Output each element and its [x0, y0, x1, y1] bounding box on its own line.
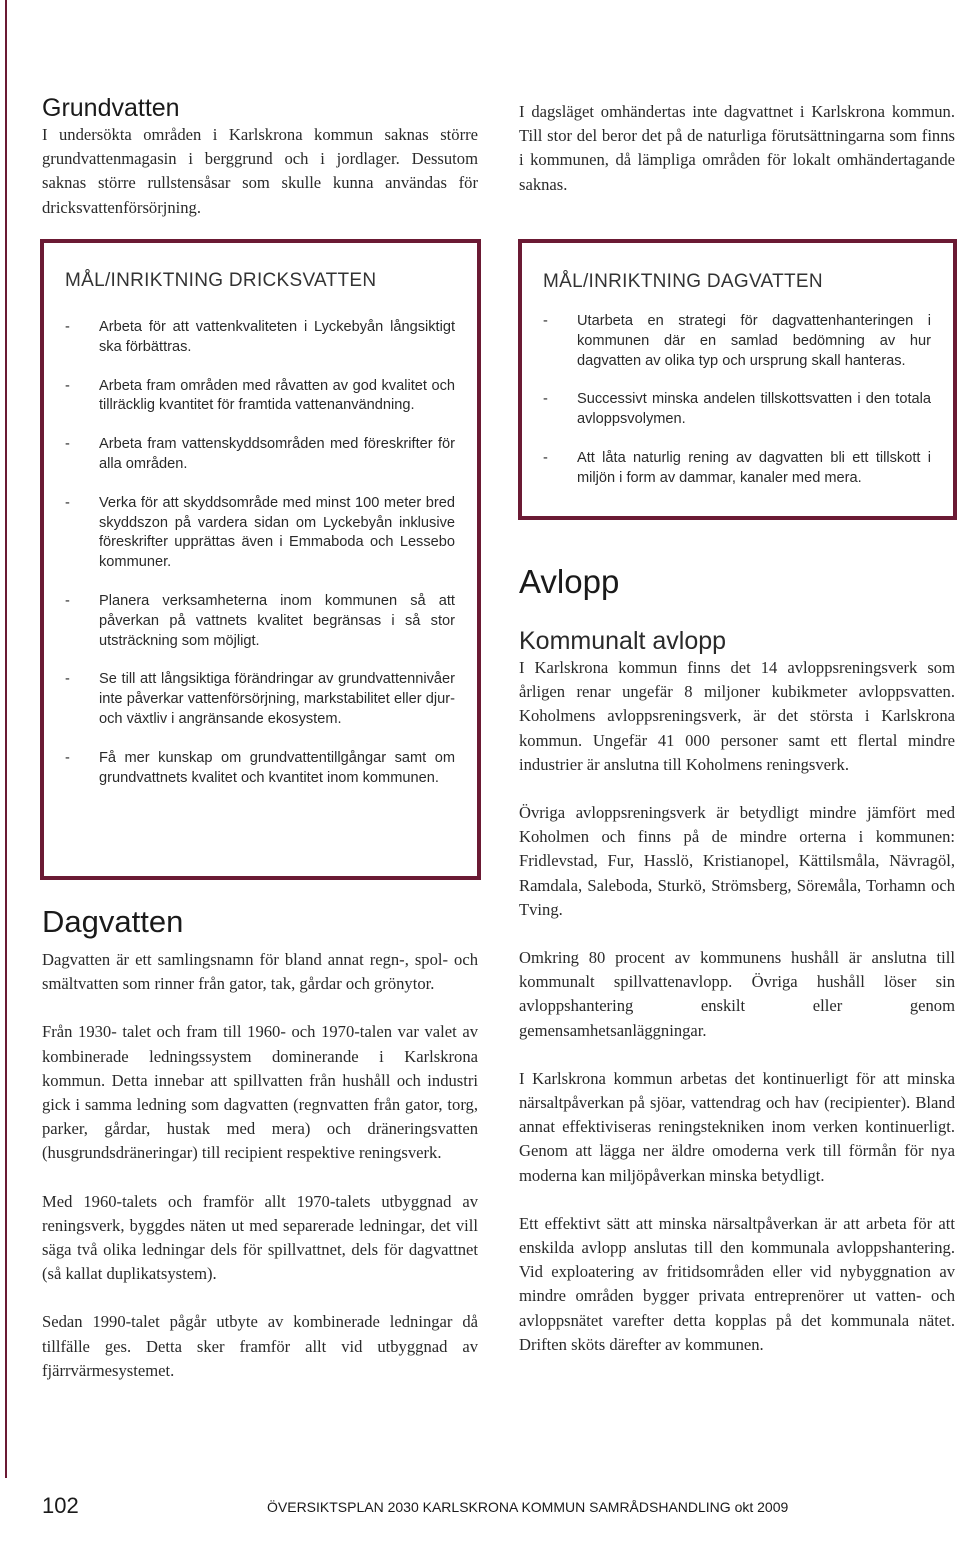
list-item: - Successivt minska andelen tillskottsvatten i den totala avloppsvolymen. — [543, 390, 931, 430]
list-item: - Få mer kunskap om grundvattentillgångar samt om grundvattnets kvalitet och kvantitet inom kommunen. — [65, 749, 455, 789]
dagvatten-goals-list — [543, 312, 931, 489]
list-item: - Verka för att skyddsområde med minst 100 meter bred skyddszon på vardera sidan om Lyckebyån inklusive föreskrifter upprättas även i Emmaboda och Lessebo kommuner. — [65, 494, 455, 573]
list-item: - Se till att långsiktiga förändringar av grundvattennivåer inte påverkar vattenförsörjning, markstabilitet eller djur- och växtliv i angränsande ekosystem. — [65, 670, 455, 729]
avlopp-paragraph: Ett effektivt sätt att minska närsaltpåverkan är att arbeta för att enskilda avlopp anslutas till den kommunala avloppshantering. Vid exploatering av fritidsområden eller vid nybyggnation av mindre områden bygger privata entreprenörer ut vatten- och avloppsnätet varefter detta kopplas på det kommunala nätet. Driften sköts därefter av kommunen. — [519, 1213, 955, 1354]
avlopp-paragraph: Övriga avloppsreningsverk är betydligt mindre jämfört med Koholmen och finns på de mindre orterna i kommunen: Fridlevstad, Fur, Hasslö, Kristianopel, Kättilsmåla, Nävragöl, Ramdala, Saleboda, Sturkö, Strömsberg, Sörемåla, Torhamn och Tving. — [519, 803, 955, 919]
list-item: - Utarbeta en strategi för dagvattenhanteringen i kommunen där en samlad bedömning av hur dagvatten av olika typ och ursprung skall hanteras. — [543, 312, 931, 371]
grundvatten-section — [42, 93, 478, 220]
dagvatten-goals-title: MÅL/INRIKTNING DAGVATTEN — [543, 271, 823, 292]
grundvatten-heading: Grundvatten — [42, 94, 180, 122]
dagvatten-intro-text: I dagsläget omhändertas inte dagvattnet i Karlskrona kommun. Till stor del beror det på de naturliga förutsättningarna som finns i kommunen, då lämpliga områden för lokalt omhändertagande saknas. — [519, 102, 955, 194]
page-number: 102 — [42, 1493, 79, 1518]
dagvatten-heading: Dagvatten — [42, 904, 184, 939]
list-item: - Arbeta fram vattenskyddsområden med föreskrifter för alla områden. — [65, 435, 455, 475]
dricksvatten-goals-list — [65, 318, 455, 788]
dricksvatten-goals-title: MÅL/INRIKTNING DRICKSVATTEN — [65, 270, 377, 291]
kommunalt-avlopp-heading: Kommunalt avlopp — [519, 627, 727, 655]
dagvatten-section — [42, 903, 478, 1383]
dagvatten-paragraph: Dagvatten är ett samlingsnamn för bland annat regn-, spol- och smältvatten som rinner från gator, tak, gårdar och grönytor. — [42, 950, 478, 994]
grundvatten-text: I undersökta områden i Karlskrona kommun saknas större grundvattenmagasin i berggrund och i jordlager. Dessutom saknas större rullstensåsar som skulle kunna användas för dricksvattenförsörjning. — [42, 125, 478, 217]
list-item: - Arbeta för att vattenkvaliteten i Lyckebyån långsiktigt ska förbättras. — [65, 318, 455, 358]
footer-title: ÖVERSIKTSPLAN 2030 KARLSKRONA KOMMUN SAMRÅDSHANDLING okt 2009 — [267, 1499, 789, 1515]
avlopp-section — [519, 562, 955, 1357]
avlopp-paragraph: Omkring 80 procent av kommunens hushåll är anslutna till kommunalt spillvattenavlopp. Övriga hushåll löser sin avloppshantering enskilt eller genom gemensamhetsanläggningar. — [519, 948, 955, 1040]
list-item: - Arbeta fram områden med råvatten av god kvalitet och tillräcklig kvantitet för framtida vattenanvändning. — [65, 377, 455, 417]
list-item: - Planera verksamheterna inom kommunen så att påverkan på vattnets kvalitet begränsas i så stor utsträckning som möjligt. — [65, 592, 455, 651]
dricksvatten-goals-box — [40, 239, 481, 880]
avlopp-paragraph: I Karlskrona kommun finns det 14 avloppsreningsverk som årligen renar ungefär 8 miljoner kubikmeter avloppsvatten. Koholmens avloppsreningsverk, är det största i Karlskrona kommun. Ungefär 41 000 personer samt ett flertal mindre industrier är anslutna till Koholmens reningsverk. — [519, 658, 955, 774]
avlopp-heading: Avlopp — [519, 563, 620, 600]
dagvatten-goals-box — [518, 239, 957, 520]
dagvatten-paragraph: Med 1960-talets och framför allt 1970-talets utbyggnad av reningsverk, byggdes näten ut med separerade ledningar, det vill säga två olika ledningar dels för spillvattnet, dels för dagvattnet (så kallat duplikatsystem). — [42, 1191, 478, 1284]
list-item: - Att låta naturlig rening av dagvatten bli ett tillskott i miljön i form av dammar, kanaler med mera. — [543, 449, 931, 489]
page-edge-line — [5, 0, 7, 1478]
dagvatten-paragraph: Sedan 1990-talet pågår utbyte av kombinerade ledningar då tillfälle ges. Detta sker framför allt vid utbyggnad av fjärrvärmesystemet. — [42, 1312, 478, 1380]
dagvatten-paragraph: Från 1930- talet och fram till 1960- och 1970-talen var valet av kombinerade ledningssystem dominerande i Karlskrona kommun. Detta innebar att spillvatten från hushåll och industri gick i samma ledning som dagvatten (regnvatten från gator, torg, parker, gårdar, hustak med mera) och dräneringsvatten (husgrundsdräneringar) till recipient respektive reningsverk. — [42, 1022, 478, 1163]
dagvatten-intro-section — [519, 100, 955, 197]
avlopp-paragraph: I Karlskrona kommun arbetas det kontinuerligt för att minska närsaltpåverkan på sjöar, vattendrag och hav (recipienter). Bland annat effektiviseras reningstekniken inom verken kontinuerligt. Genom att lägga ner äldre omoderna verk till förmån för nya moderna kan miljöpåverkan minska betydligt. — [519, 1068, 955, 1185]
